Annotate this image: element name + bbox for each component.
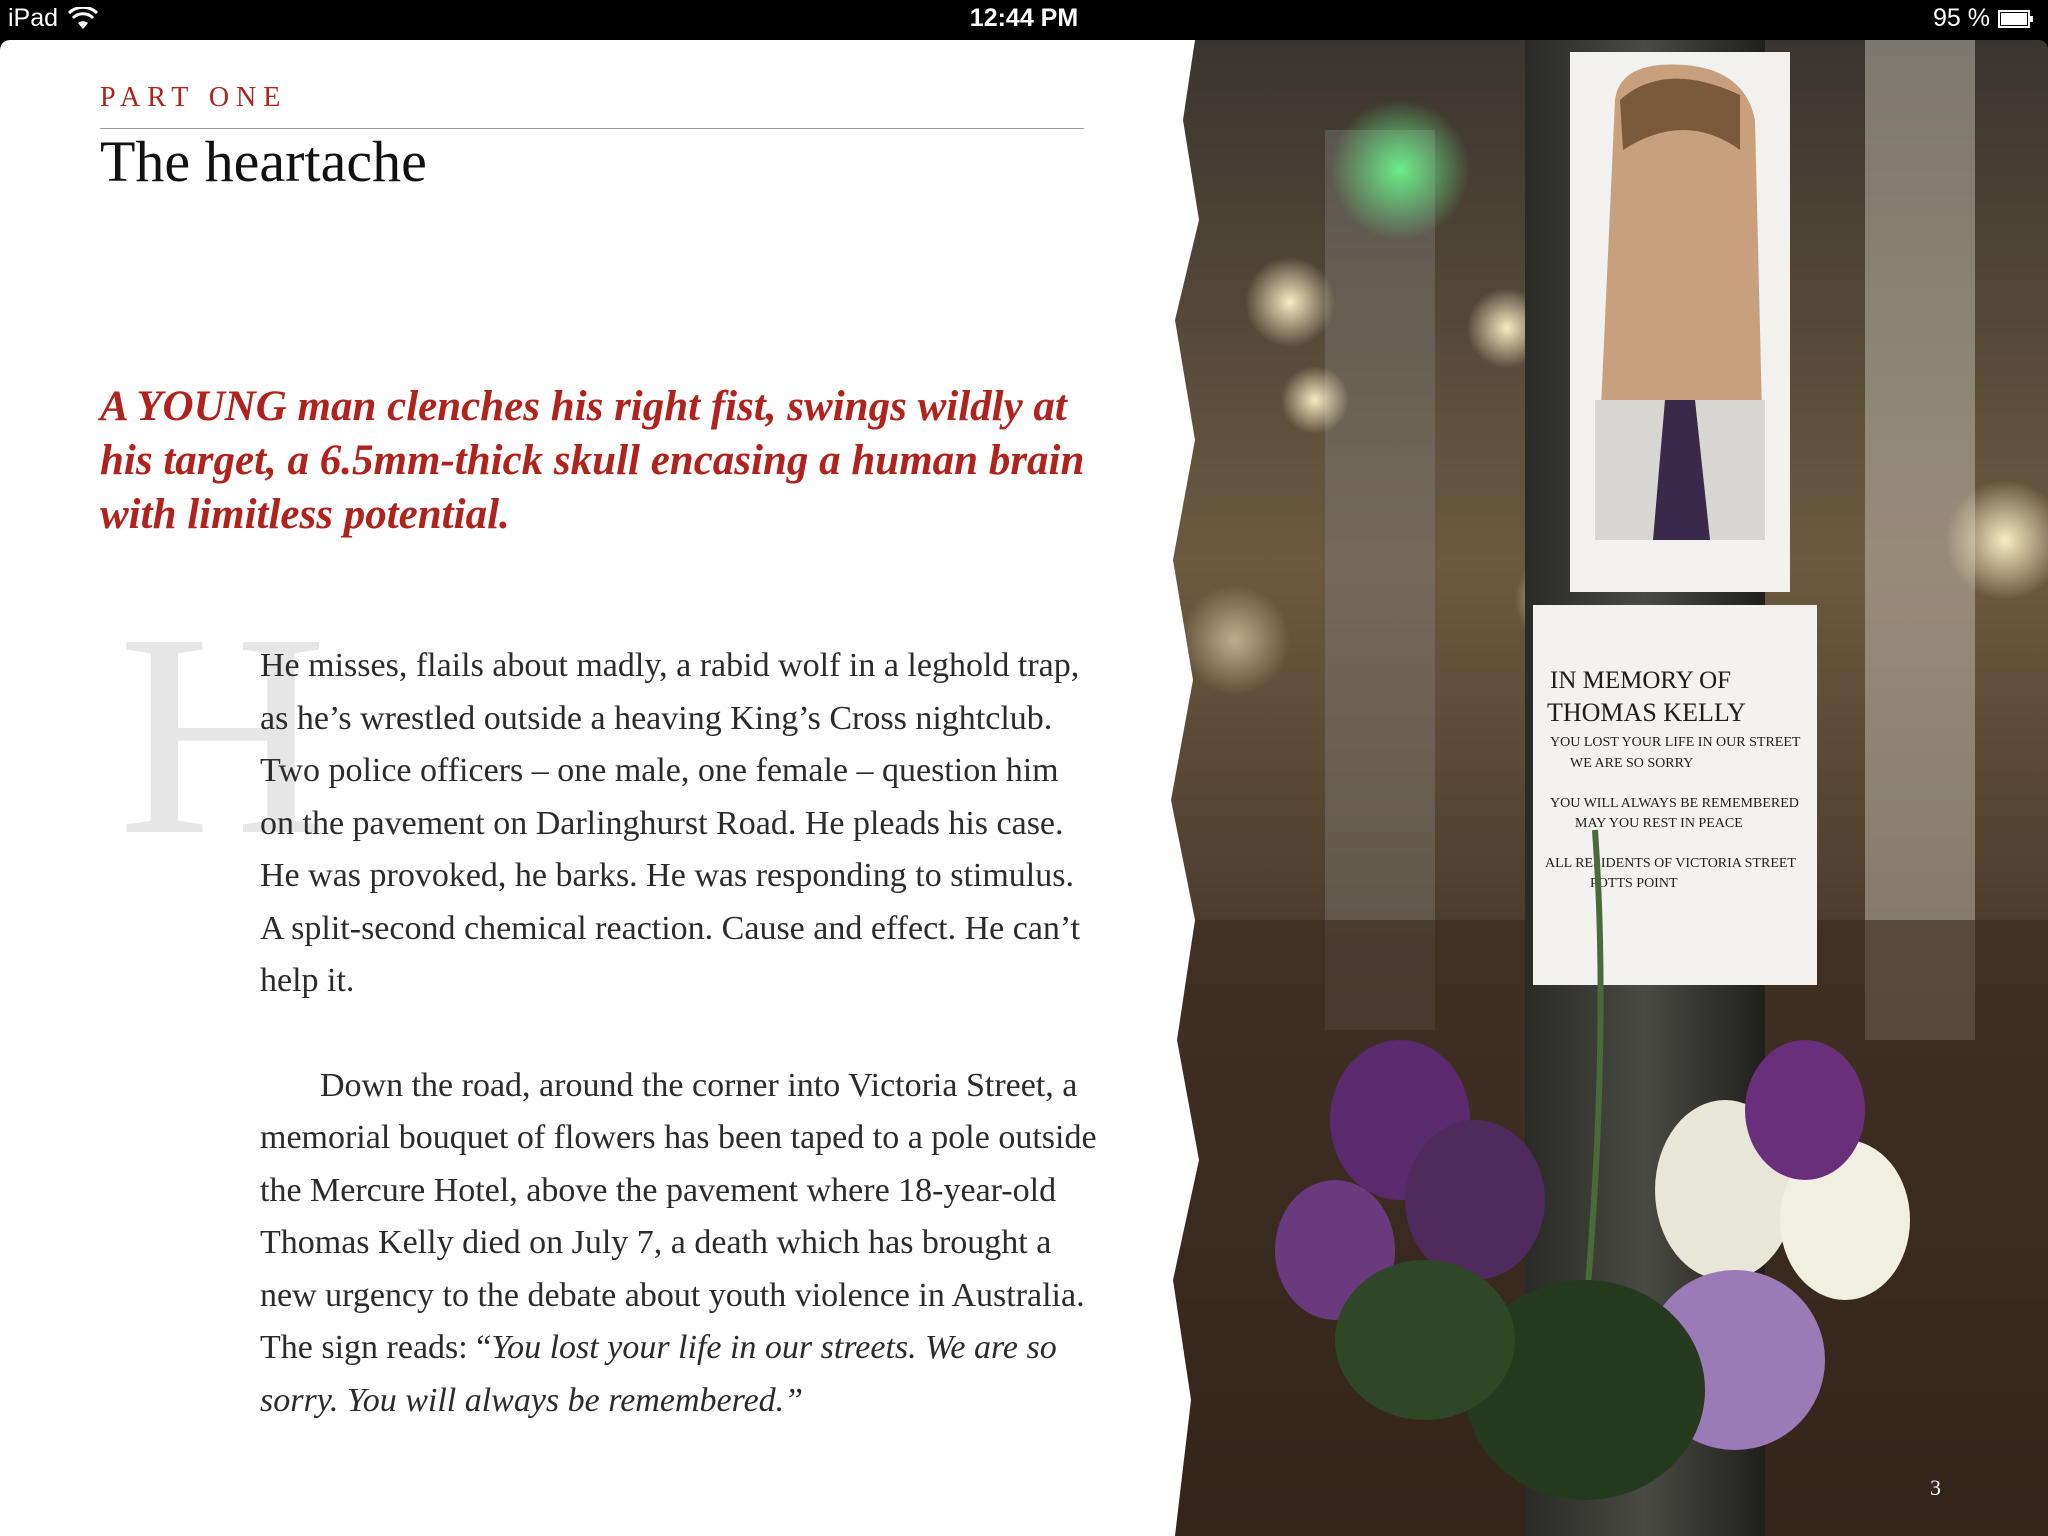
sign-line: ALL RESIDENTS OF VICTORIA STREET [1545,856,1796,871]
leaves [1335,1260,1515,1420]
flower-cluster [1745,1040,1865,1180]
page-title: The heartache [100,129,427,194]
status-bar [0,0,2048,40]
page-number: 3 [1930,1475,1941,1500]
sign-line: THOMAS KELLY [1547,698,1746,727]
flower-cluster [1405,1120,1545,1280]
battery-percent: 95 % [1933,4,1990,32]
sign-line: MAY YOU REST IN PEACE [1575,816,1743,831]
memorial-photo [1165,40,2048,1536]
photo-illustration [1165,40,2048,1536]
background-pillar [1325,130,1435,1030]
device-name: iPad [8,4,59,32]
sign-line: YOU LOST YOUR LIFE IN OUR STREET [1550,735,1801,750]
status-time: 12:44 PM [969,4,1079,32]
sign-line: YOU WILL ALWAYS BE REMEMBERED [1550,796,1799,811]
status-right [1933,4,2034,33]
sign-line: POTTS POINT [1590,876,1678,891]
green-light [1330,100,1470,240]
section-kicker: PART ONE [100,82,288,113]
paragraph-2-quote: You lost your life in our streets. We are so sorry. You will always be remembered.” [260,1329,1057,1419]
bokeh-light [1245,257,1335,347]
memorial-sign [1533,605,1817,985]
book-page [0,40,2048,1536]
bokeh-light [1180,585,1290,695]
body-text [260,640,1100,1427]
paragraph-1: He misses, flails about madly, a rabid wolf in a leghold trap, as he’s wrestled outside a heaving King’s Cross nightclub. Two police officers – one male, one female – question him on the pavement on Darlinghurst Road. He pleads his case. He was provoked, he barks. He was responding to stimulus. A split-second chemical reaction. Cause and effect. He can’t help it. [260,647,1081,999]
sign-line: WE ARE SO SORRY [1570,756,1694,771]
sign-line: IN MEMORY OF [1550,667,1732,694]
lede-paragraph: A YOUNG man clenches his right fist, swings wildly at his target, a 6.5mm-thick skull encasing a human brain with limitless potential. [100,383,1085,538]
bokeh-light [1281,366,1349,434]
paragraph-2-text: Down the road, around the corner into Victoria Street, a memorial bouquet of flowers has been taped to a pole outside the Mercure Hotel, above the pavement where 18-year-old Thomas Kelly died on July 7, a death which has brought a new urgency to the debate about youth violence in Australia. The sign reads: “ [260,1066,1097,1366]
paragraph-2 [260,1060,1100,1428]
battery-icon [1998,9,2034,29]
drop-cap: H [118,574,328,895]
